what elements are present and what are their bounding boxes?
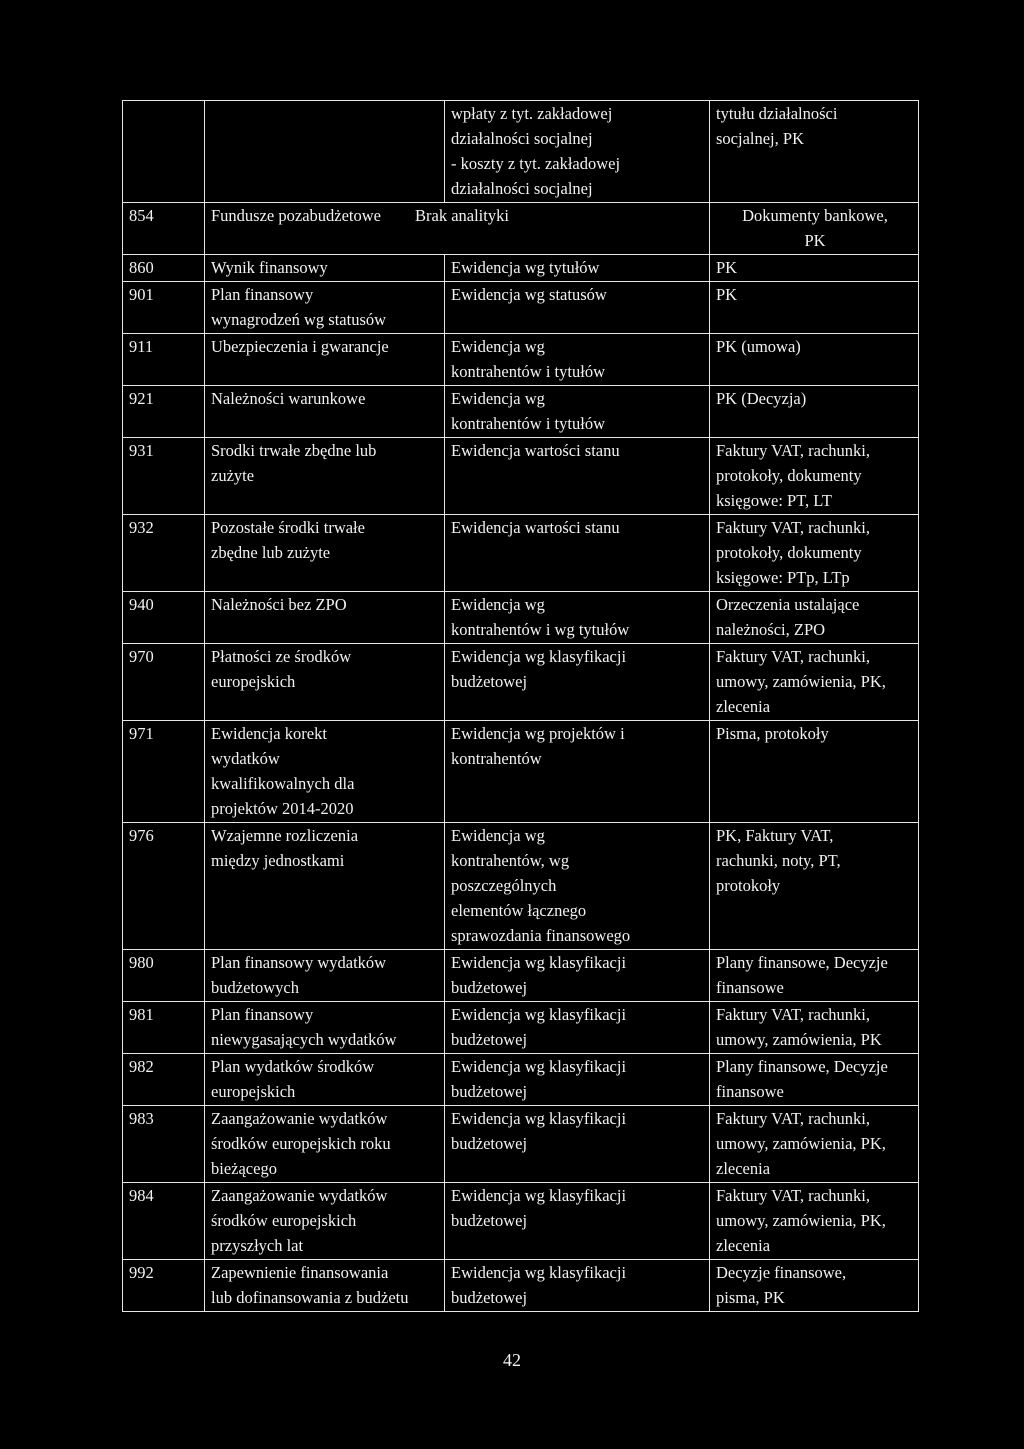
cell-line: Należności warunkowe bbox=[211, 389, 366, 408]
documents-cell bbox=[710, 592, 919, 644]
table-row bbox=[123, 255, 919, 282]
account-description: Brak analityki bbox=[415, 206, 509, 225]
cell-line: Plany finansowe, Decyzje bbox=[716, 1057, 888, 1076]
cell-line: Plan finansowy bbox=[211, 285, 314, 304]
description-cell bbox=[445, 1260, 710, 1312]
cell-line: Faktury VAT, rachunki, bbox=[716, 1005, 870, 1024]
account-number-cell: 970 bbox=[123, 644, 205, 721]
cell-line: Wzajemne rozliczenia bbox=[211, 826, 359, 845]
cell-line: Ewidencja wg tytułów bbox=[451, 258, 600, 277]
description-cell: wpłaty z tyt. zakładowej działalności socjalnej - koszty z tyt. zakładowej działalności socjalnej bbox=[445, 101, 710, 203]
description-cell bbox=[445, 1183, 710, 1260]
cell-line: kontrahentów i wg tytułów bbox=[451, 620, 630, 639]
cell-line: przyszłych lat bbox=[211, 1236, 304, 1255]
account-number-cell bbox=[123, 101, 205, 203]
account-name-cell bbox=[205, 950, 445, 1002]
account-number-cell: 980 bbox=[123, 950, 205, 1002]
table-row bbox=[123, 101, 919, 203]
cell-line: europejskich bbox=[211, 1082, 296, 1101]
account-number-cell: 921 bbox=[123, 386, 205, 438]
cell-line: Płatności ze środków bbox=[211, 647, 352, 666]
cell-line: księgowe: PTp, LTp bbox=[716, 568, 850, 587]
cell-line: finansowe bbox=[716, 978, 784, 997]
description-cell bbox=[445, 438, 710, 515]
account-number-cell: 981 bbox=[123, 1002, 205, 1054]
table-row bbox=[123, 386, 919, 438]
account-number-cell: 971 bbox=[123, 721, 205, 823]
cell-line: umowy, zamówienia, PK, bbox=[716, 1134, 886, 1153]
account-name-desc-cell bbox=[205, 203, 710, 255]
cell-line: zlecenia bbox=[716, 697, 771, 716]
account-name: Fundusze pozabudżetowe bbox=[211, 206, 381, 225]
documents-cell bbox=[710, 644, 919, 721]
cell-line: Ewidencja wg bbox=[451, 595, 545, 614]
cell-line: Plan finansowy bbox=[211, 1005, 314, 1024]
cell-line: Zapewnienie finansowania bbox=[211, 1263, 389, 1282]
description-cell bbox=[445, 386, 710, 438]
cell-line: budżetowej bbox=[451, 1030, 528, 1049]
cell-line: zlecenia bbox=[716, 1236, 771, 1255]
table-row bbox=[123, 1054, 919, 1106]
account-number-cell: 901 bbox=[123, 282, 205, 334]
documents-cell bbox=[710, 950, 919, 1002]
cell-line: Ewidencja wg klasyfikacji bbox=[451, 1057, 627, 1076]
cell-line: PK, Faktury VAT, bbox=[716, 826, 834, 845]
account-name-cell bbox=[205, 592, 445, 644]
cell-line: Ewidencja wartości stanu bbox=[451, 441, 620, 460]
cell-line: Plan finansowy wydatków bbox=[211, 953, 387, 972]
cell-line: Należności bez ZPO bbox=[211, 595, 347, 614]
account-number-cell: 983 bbox=[123, 1106, 205, 1183]
cell-line: bieżącego bbox=[211, 1159, 277, 1178]
cell-line: Pozostałe środki trwałe bbox=[211, 518, 365, 537]
cell-line: Ewidencja wg projektów i bbox=[451, 724, 625, 743]
description-cell bbox=[445, 282, 710, 334]
cell-line: Faktury VAT, rachunki, bbox=[716, 1109, 870, 1128]
cell-line: niewygasających wydatków bbox=[211, 1030, 397, 1049]
page-number: 42 bbox=[503, 1350, 521, 1370]
account-name-cell bbox=[205, 101, 445, 203]
cell-line: Ewidencja wg klasyfikacji bbox=[451, 1109, 627, 1128]
cell-line: Srodki trwałe zbędne lub bbox=[211, 441, 377, 460]
cell-line: elementów łącznego bbox=[451, 901, 587, 920]
cell-line: Faktury VAT, rachunki, bbox=[716, 1186, 870, 1205]
table-row bbox=[123, 1106, 919, 1183]
table-row bbox=[123, 721, 919, 823]
cell-line: Plany finansowe, Decyzje bbox=[716, 953, 888, 972]
account-name-cell bbox=[205, 1183, 445, 1260]
cell-line: budżetowej bbox=[451, 978, 528, 997]
cell-line: należności, ZPO bbox=[716, 620, 826, 639]
cell-line: Zaangażowanie wydatków bbox=[211, 1186, 388, 1205]
table-row bbox=[123, 282, 919, 334]
table-row bbox=[123, 823, 919, 950]
cell-line: europejskich bbox=[211, 672, 296, 691]
cell-line: Ewidencja wg bbox=[451, 337, 545, 356]
account-name-cell bbox=[205, 255, 445, 282]
cell-line: protokoły, dokumenty bbox=[716, 466, 862, 485]
account-number-cell: 932 bbox=[123, 515, 205, 592]
cell-line: Ewidencja wg bbox=[451, 389, 545, 408]
documents-cell bbox=[710, 438, 919, 515]
cell-line: Ewidencja wg klasyfikacji bbox=[451, 647, 627, 666]
cell-line: PK (umowa) bbox=[716, 337, 801, 356]
account-name-cell bbox=[205, 644, 445, 721]
cell-line: Ewidencja wg klasyfikacji bbox=[451, 1186, 627, 1205]
account-number-cell: 984 bbox=[123, 1183, 205, 1260]
cell-line: finansowe bbox=[716, 1082, 784, 1101]
table-row bbox=[123, 1002, 919, 1054]
cell-line: zużyte bbox=[211, 466, 255, 485]
description-cell bbox=[445, 592, 710, 644]
description-cell bbox=[445, 950, 710, 1002]
cell-line: Decyzje finansowe, bbox=[716, 1263, 847, 1282]
description-cell bbox=[445, 255, 710, 282]
cell-line: Ewidencja korekt bbox=[211, 724, 327, 743]
documents-cell bbox=[710, 334, 919, 386]
account-name-cell bbox=[205, 1002, 445, 1054]
cell-line: Plan wydatków środków bbox=[211, 1057, 375, 1076]
account-number-cell: 992 bbox=[123, 1260, 205, 1312]
cell-line: Zaangażowanie wydatków bbox=[211, 1109, 388, 1128]
cell-line: budżetowej bbox=[451, 672, 528, 691]
documents-cell: Dokumenty bankowe, PK bbox=[710, 203, 919, 255]
cell-line: PK bbox=[716, 258, 738, 277]
table-row bbox=[123, 644, 919, 721]
description-cell bbox=[445, 644, 710, 721]
cell-line: rachunki, noty, PT, bbox=[716, 851, 841, 870]
cell-line: umowy, zamówienia, PK, bbox=[716, 672, 886, 691]
cell-line: sprawozdania finansowego bbox=[451, 926, 631, 945]
cell-line: księgowe: PT, LT bbox=[716, 491, 832, 510]
cell-line: między jednostkami bbox=[211, 851, 345, 870]
cell-line: Wynik finansowy bbox=[211, 258, 328, 277]
cell-line: protokoły bbox=[716, 876, 781, 895]
table-row bbox=[123, 950, 919, 1002]
documents-cell bbox=[710, 1260, 919, 1312]
cell-line: umowy, zamówienia, PK bbox=[716, 1030, 882, 1049]
cell-line: Faktury VAT, rachunki, bbox=[716, 518, 870, 537]
documents-cell bbox=[710, 386, 919, 438]
cell-line: lub dofinansowania z budżetu bbox=[211, 1288, 409, 1307]
description-cell bbox=[445, 1054, 710, 1106]
account-number-cell: 911 bbox=[123, 334, 205, 386]
documents-cell bbox=[710, 255, 919, 282]
cell-line: Ewidencja wg statusów bbox=[451, 285, 607, 304]
cell-line: budżetowej bbox=[451, 1288, 528, 1307]
cell-line: budżetowej bbox=[451, 1211, 528, 1230]
cell-line: wydatków bbox=[211, 749, 280, 768]
cell-line: kwalifikowalnych dla bbox=[211, 774, 355, 793]
account-name-cell bbox=[205, 823, 445, 950]
cell-line: PK (Decyzja) bbox=[716, 389, 807, 408]
table-row bbox=[123, 1260, 919, 1312]
cell-line: Pisma, protokoły bbox=[716, 724, 829, 743]
cell-line: kontrahentów bbox=[451, 749, 542, 768]
cell-line: kontrahentów i tytułów bbox=[451, 414, 605, 433]
description-cell bbox=[445, 515, 710, 592]
cell-line: budżetowych bbox=[211, 978, 299, 997]
account-name-cell bbox=[205, 282, 445, 334]
account-name-cell bbox=[205, 1054, 445, 1106]
cell-line: Ewidencja wartości stanu bbox=[451, 518, 620, 537]
documents-cell bbox=[710, 823, 919, 950]
cell-line: środków europejskich roku bbox=[211, 1134, 391, 1153]
cell-line: kontrahentów i tytułów bbox=[451, 362, 605, 381]
account-name-cell bbox=[205, 386, 445, 438]
account-name-cell bbox=[205, 334, 445, 386]
account-number-cell: 982 bbox=[123, 1054, 205, 1106]
table-row bbox=[123, 334, 919, 386]
description-cell bbox=[445, 823, 710, 950]
documents-cell bbox=[710, 282, 919, 334]
table-row bbox=[123, 203, 919, 255]
account-name-cell bbox=[205, 1106, 445, 1183]
cell-line: Ewidencja wg klasyfikacji bbox=[451, 953, 627, 972]
account-name-cell bbox=[205, 1260, 445, 1312]
table-row bbox=[123, 1183, 919, 1260]
description-cell bbox=[445, 334, 710, 386]
account-name-cell bbox=[205, 515, 445, 592]
cell-line: środków europejskich bbox=[211, 1211, 357, 1230]
cell-line: kontrahentów, wg bbox=[451, 851, 570, 870]
account-number-cell: 854 bbox=[123, 203, 205, 255]
account-number-cell: 940 bbox=[123, 592, 205, 644]
cell-line: pisma, PK bbox=[716, 1288, 785, 1307]
description-cell bbox=[445, 1106, 710, 1183]
documents-cell bbox=[710, 1106, 919, 1183]
documents-cell: tytułu działalności socjalnej, PK bbox=[710, 101, 919, 203]
accounts-table bbox=[122, 100, 919, 1312]
cell-line: Ubezpieczenia i gwarancje bbox=[211, 337, 389, 356]
documents-cell bbox=[710, 1183, 919, 1260]
cell-line: PK bbox=[716, 285, 738, 304]
description-cell bbox=[445, 1002, 710, 1054]
table-row bbox=[123, 438, 919, 515]
cell-line: budżetowej bbox=[451, 1134, 528, 1153]
account-number-cell: 860 bbox=[123, 255, 205, 282]
cell-line: zbędne lub zużyte bbox=[211, 543, 331, 562]
cell-line: Ewidencja wg klasyfikacji bbox=[451, 1263, 627, 1282]
cell-line: umowy, zamówienia, PK, bbox=[716, 1211, 886, 1230]
account-name-cell bbox=[205, 721, 445, 823]
cell-line: wynagrodzeń wg statusów bbox=[211, 310, 387, 329]
table-row bbox=[123, 592, 919, 644]
documents-cell bbox=[710, 1054, 919, 1106]
documents-cell bbox=[710, 721, 919, 823]
cell-line: Ewidencja wg klasyfikacji bbox=[451, 1005, 627, 1024]
cell-line: budżetowej bbox=[451, 1082, 528, 1101]
table-row bbox=[123, 515, 919, 592]
description-cell bbox=[445, 721, 710, 823]
documents-cell bbox=[710, 515, 919, 592]
account-number-cell: 976 bbox=[123, 823, 205, 950]
account-number-cell: 931 bbox=[123, 438, 205, 515]
account-name-cell bbox=[205, 438, 445, 515]
cell-line: Faktury VAT, rachunki, bbox=[716, 647, 870, 666]
cell-line: protokoły, dokumenty bbox=[716, 543, 862, 562]
documents-cell bbox=[710, 1002, 919, 1054]
cell-line: Orzeczenia ustalające bbox=[716, 595, 860, 614]
cell-line: Faktury VAT, rachunki, bbox=[716, 441, 870, 460]
cell-line: zlecenia bbox=[716, 1159, 771, 1178]
cell-line: projektów 2014-2020 bbox=[211, 799, 354, 818]
cell-line: poszczególnych bbox=[451, 876, 557, 895]
cell-line: Ewidencja wg bbox=[451, 826, 545, 845]
